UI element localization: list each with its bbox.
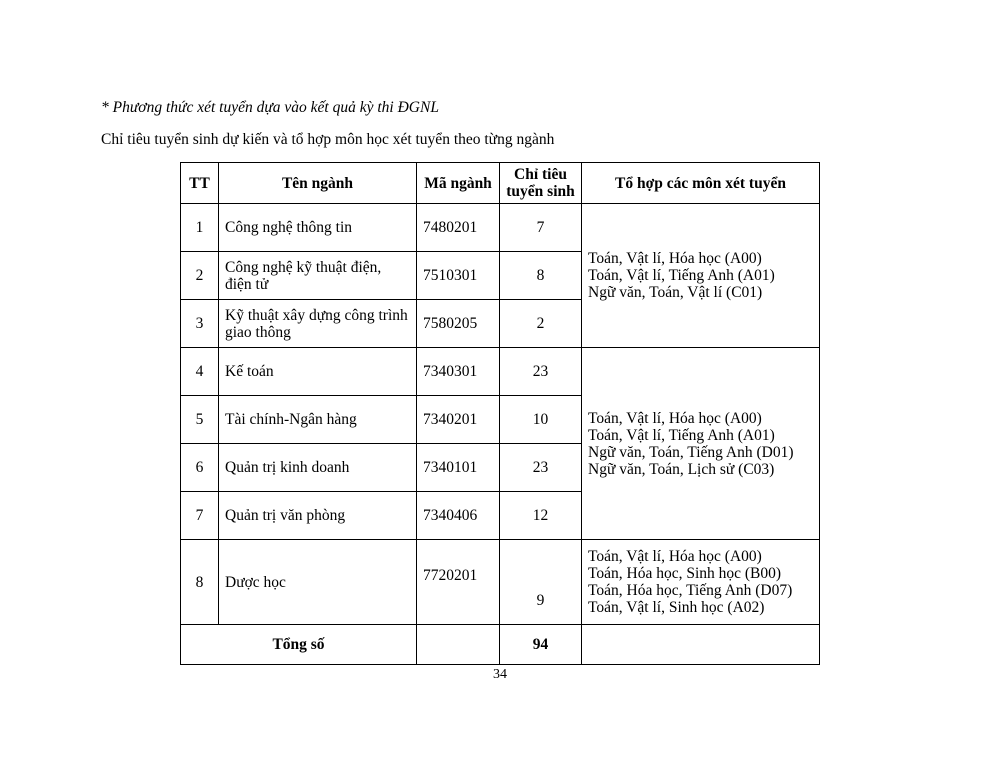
table-header-row bbox=[181, 163, 820, 204]
row-tt: 1 bbox=[181, 204, 219, 252]
row-name: Dược học bbox=[219, 540, 417, 625]
row-code: 7480201 bbox=[417, 204, 500, 252]
total-label: Tổng số bbox=[181, 625, 417, 665]
header-quota-line1: Chỉ tiêu bbox=[514, 166, 567, 183]
header-quota-line2: tuyển sinh bbox=[506, 183, 575, 200]
subject-group-2 bbox=[582, 348, 820, 540]
table-row bbox=[181, 204, 820, 252]
table-row bbox=[181, 540, 820, 625]
total-row bbox=[181, 625, 820, 665]
table-caption: Chỉ tiêu tuyển sinh dự kiến và tổ hợp môn học xét tuyển theo từng ngành bbox=[101, 131, 555, 148]
row-tt: 5 bbox=[181, 396, 219, 444]
subject-group-3 bbox=[582, 540, 820, 625]
row-quota: 9 bbox=[500, 540, 582, 625]
row-code: 7340201 bbox=[417, 396, 500, 444]
header-name: Tên ngành bbox=[219, 163, 417, 204]
row-name: Quản trị văn phòng bbox=[219, 492, 417, 540]
subject-combination: Toán, Vật lí, Sinh học (A02) bbox=[588, 599, 765, 616]
subject-combination: Ngữ văn, Toán, Vật lí (C01) bbox=[588, 284, 763, 301]
row-tt: 2 bbox=[181, 252, 219, 300]
row-code: 7340301 bbox=[417, 348, 500, 396]
row-name: Kế toán bbox=[219, 348, 417, 396]
row-quota: 10 bbox=[500, 396, 582, 444]
row-name: Kỹ thuật xây dựng công trình giao thông bbox=[219, 300, 417, 348]
subject-combination: Toán, Vật lí, Hóa học (A00) bbox=[588, 409, 762, 427]
subject-combination: Ngữ văn, Toán, Tiếng Anh (D01) bbox=[588, 443, 794, 461]
row-quota: 8 bbox=[500, 252, 582, 300]
row-tt: 6 bbox=[181, 444, 219, 492]
subject-combination: Ngữ văn, Toán, Lịch sử (C03) bbox=[588, 460, 775, 478]
row-tt: 8 bbox=[181, 540, 219, 625]
subject-combination: Toán, Vật lí, Hóa học (A00) bbox=[588, 250, 762, 267]
row-name: Quản trị kinh doanh bbox=[219, 444, 417, 492]
row-code: 7340406 bbox=[417, 492, 500, 540]
row-quota: 2 bbox=[500, 300, 582, 348]
row-name: Công nghệ thông tin bbox=[219, 204, 417, 252]
row-quota: 23 bbox=[500, 348, 582, 396]
row-tt: 3 bbox=[181, 300, 219, 348]
total-code-empty bbox=[417, 625, 500, 665]
subject-group-1 bbox=[582, 204, 820, 348]
total-subjects-empty bbox=[582, 625, 820, 665]
row-code: 7340101 bbox=[417, 444, 500, 492]
row-code: 7580205 bbox=[417, 300, 500, 348]
row-name: Công nghệ kỹ thuật điện, điện tử bbox=[219, 252, 417, 300]
subject-combination: Toán, Vật lí, Hóa học (A00) bbox=[588, 548, 762, 565]
total-value: 94 bbox=[500, 625, 582, 665]
header-tt: TT bbox=[181, 163, 219, 204]
header-subjects: Tổ hợp các môn xét tuyển bbox=[582, 163, 820, 204]
subject-combination: Toán, Hóa học, Tiếng Anh (D07) bbox=[588, 582, 793, 599]
header-quota bbox=[500, 163, 582, 204]
table-row bbox=[181, 348, 820, 396]
header-code: Mã ngành bbox=[417, 163, 500, 204]
row-tt: 7 bbox=[181, 492, 219, 540]
admission-quota-table bbox=[180, 162, 820, 665]
method-note: * Phương thức xét tuyển dựa vào kết quả kỳ thi ĐGNL bbox=[101, 99, 439, 116]
row-quota: 7 bbox=[500, 204, 582, 252]
row-quota: 12 bbox=[500, 492, 582, 540]
subject-combination: Toán, Vật lí, Tiếng Anh (A01) bbox=[588, 426, 775, 444]
subject-combination: Toán, Vật lí, Tiếng Anh (A01) bbox=[588, 267, 775, 284]
row-name: Tài chính-Ngân hàng bbox=[219, 396, 417, 444]
row-code: 7510301 bbox=[417, 252, 500, 300]
page-number: 34 bbox=[493, 667, 507, 682]
subject-combination: Toán, Hóa học, Sinh học (B00) bbox=[588, 565, 782, 582]
row-code: 7720201 bbox=[417, 540, 500, 625]
row-tt: 4 bbox=[181, 348, 219, 396]
row-quota: 23 bbox=[500, 444, 582, 492]
